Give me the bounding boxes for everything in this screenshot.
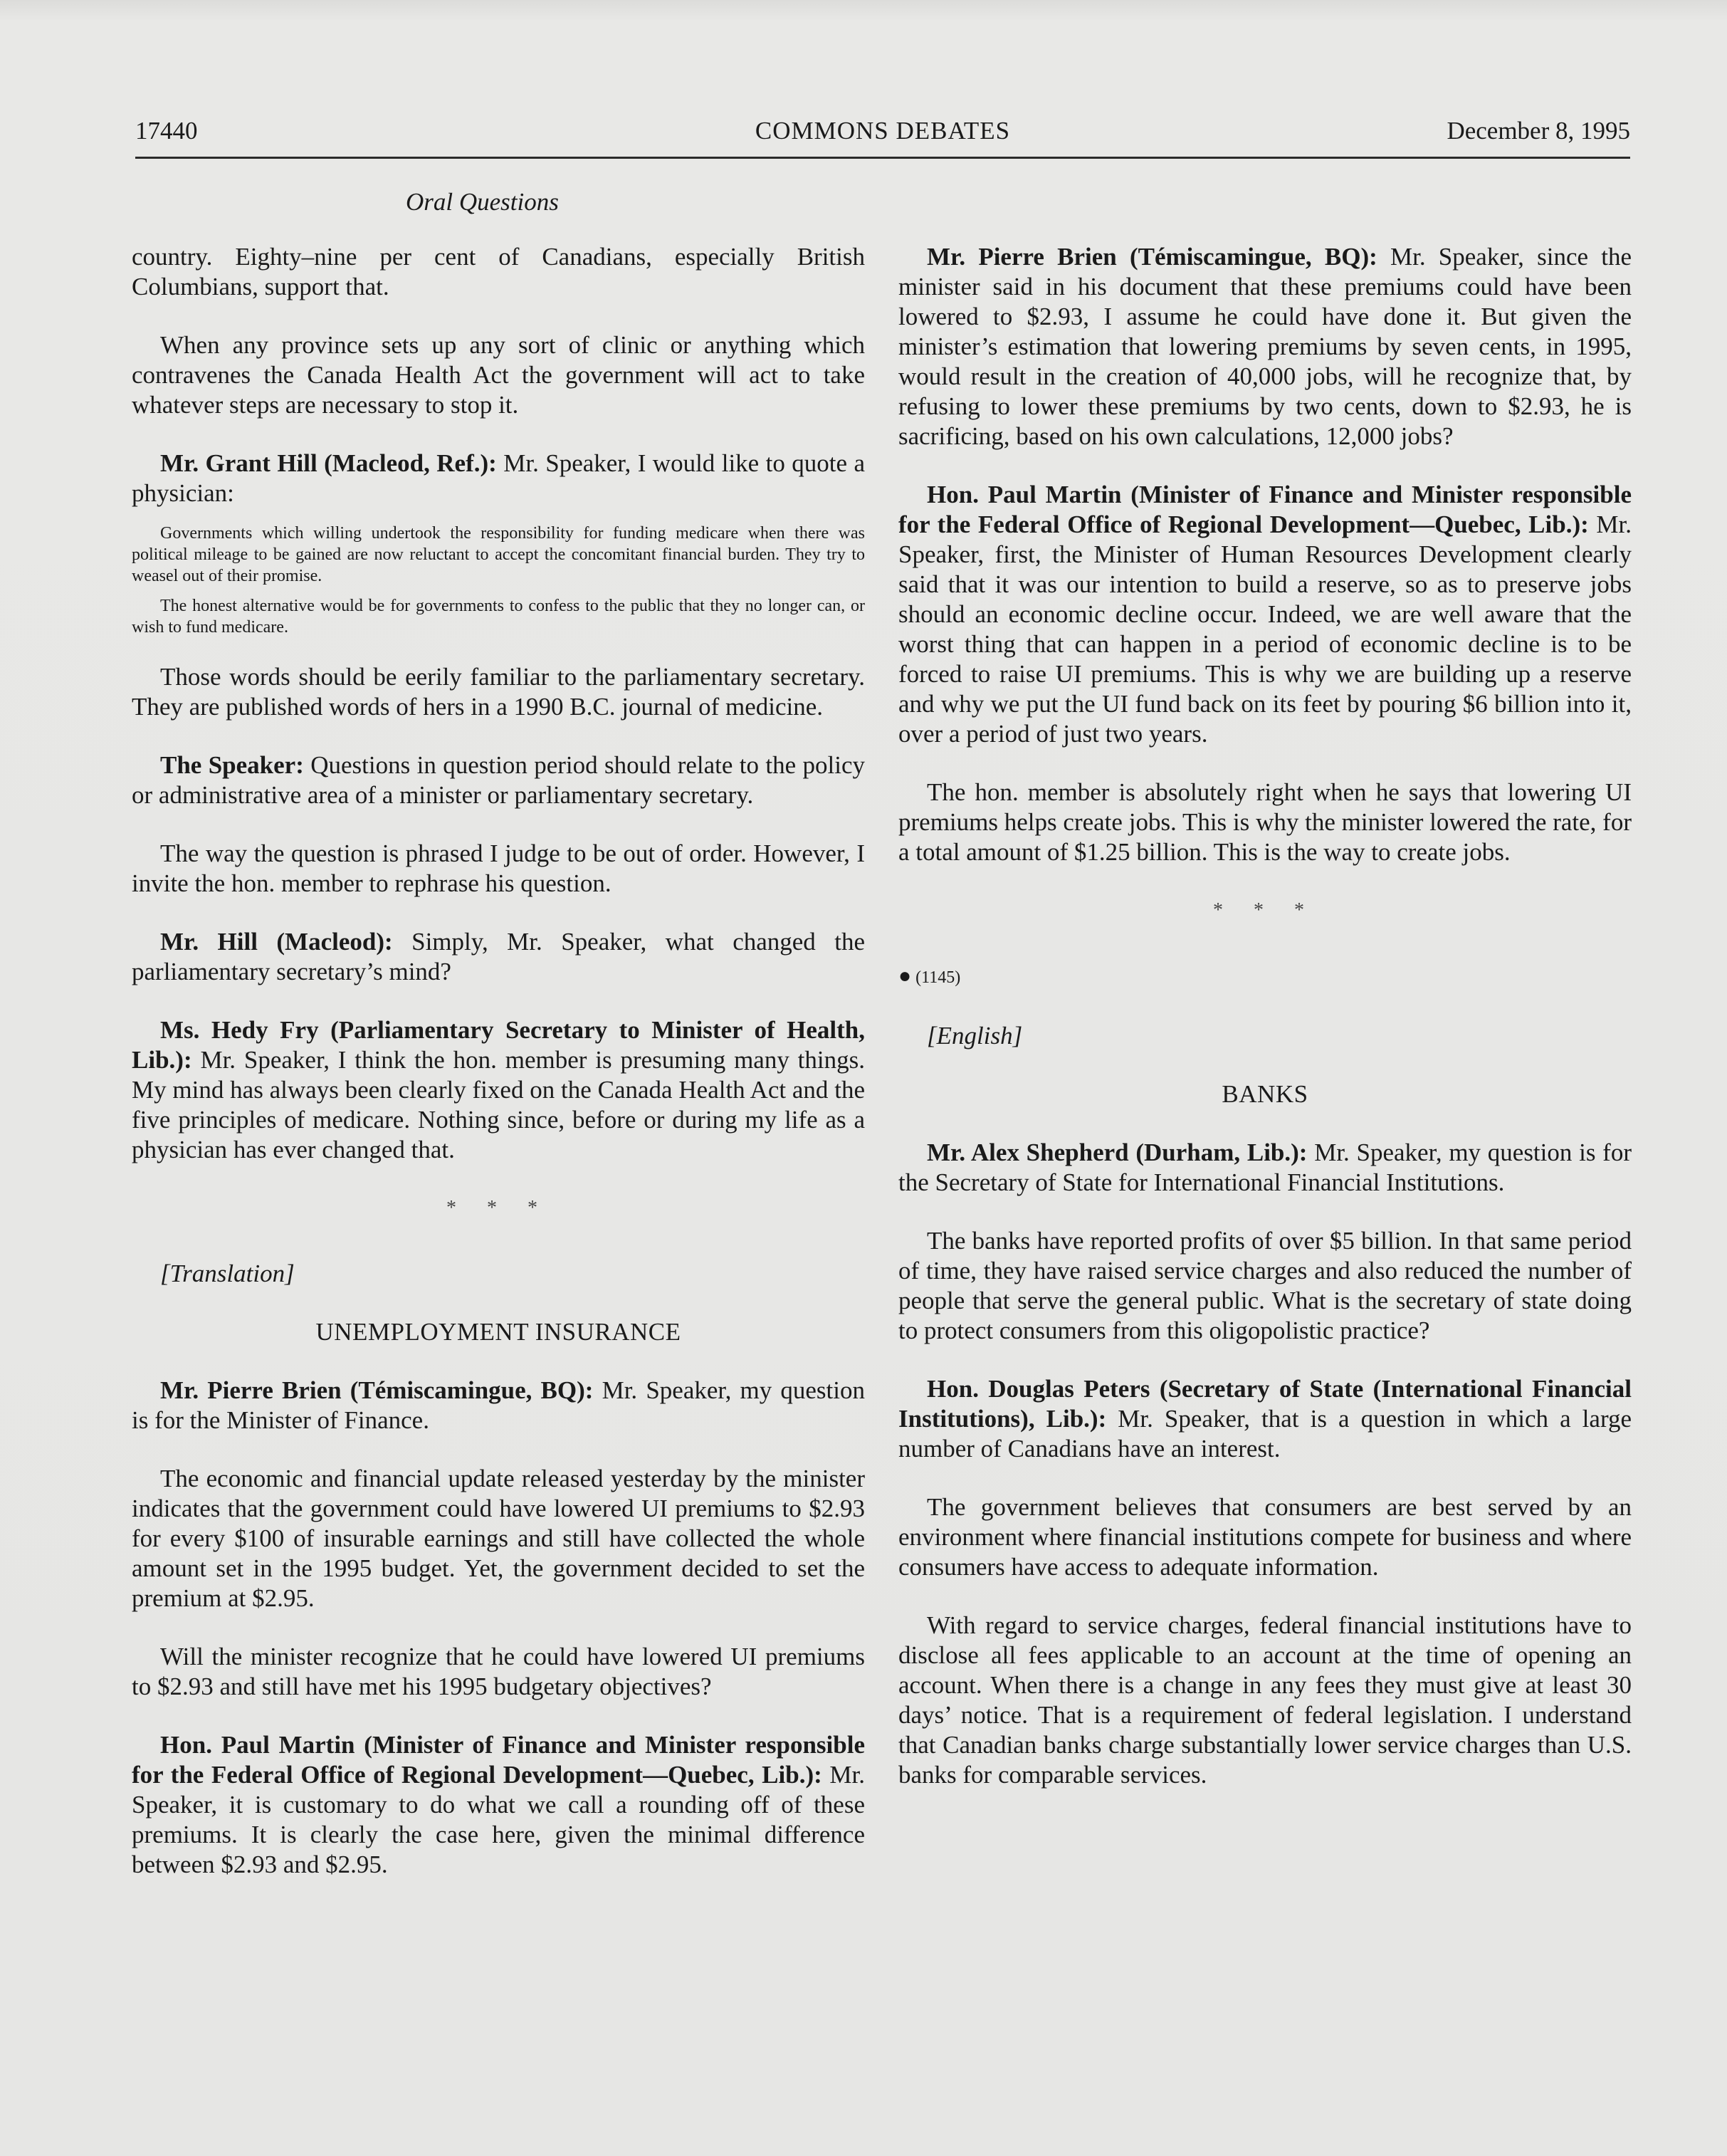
language-note: [Translation] (160, 1260, 295, 1287)
speaker-name: Ms. Hedy Fry (Parliamentary Secretary to Minister of Health, Lib.): (132, 1016, 865, 1074)
time-marker (898, 961, 1632, 993)
paragraph (898, 1374, 1632, 1464)
quote-paragraph: Governments which willing undertook the responsibility for funding medicare when there was political mileage to be gained are now reluctant to accept the concomitant financial burden. They try to weasel out of their promise. (132, 524, 865, 585)
paragraph: The economic and financial update released yesterday by the minister indicates that the government could have lowered UI premiums to $2.93 for every $100 of insurable earnings and still have collected the whole amount set in the 1995 budget. Yet, the government decided to set the premium at $2.95. (132, 1465, 865, 1612)
paragraph (898, 480, 1632, 749)
page-number: 17440 (135, 117, 198, 145)
speech-text: Mr. Speaker, my question is for the Minister of Finance. (132, 1376, 865, 1434)
section-label: Oral Questions (406, 188, 559, 216)
paragraph: The hon. member is absolutely right when he says that lowering UI premiums helps create jobs. This is why the minister lowered the rate, for a total amount of $1.25 billion. This is the way to create jobs. (898, 778, 1632, 866)
speech-text: Mr. Speaker, since the minister said in his document that these premiums could have been lowered to $2.93, I assume he could have done it. But given the minister’s estimation that lowering premiums by seven cents, in 1995, would result in the creation of 40,000 jobs, will he recognize that, by refusing to lower these premiums by two cents, down to $2.93, he is sacrificing, based on his own calculations, 12,000 jobs? (898, 243, 1632, 450)
speaker-name: Hon. Douglas Peters (Secretary of State (International Financial Institutions), Lib.): (898, 1375, 1632, 1433)
publication-date: December 8, 1995 (1447, 117, 1630, 145)
speaker-name: Mr. Hill (Macleod): (160, 928, 393, 956)
page-header (135, 117, 1630, 159)
speaker-name: Mr. Alex Shepherd (Durham, Lib.): (927, 1139, 1308, 1166)
paragraph: With regard to service charges, federal financial institutions have to disclose all fees applicable to an account at the time of opening an account. When there is a change in any fees they must give at least 30 days’ notice. That is a requirement of federal legislation. I understand that Canadian banks charge substantially lower service charges than U.S. banks for comparable services. (898, 1611, 1632, 1789)
section-heading: BANKS (1222, 1080, 1308, 1108)
speech-text: Mr. Speaker, that is a question in which a large number of Canadians have an interest. (898, 1405, 1632, 1462)
speech-text: Mr. Speaker, first, the Minister of Human Resources Development clearly said that it was our intention to build a reserve, so as to preserve jobs should an economic decline occur. Indeed, we are well aware that the worst thing that can happen in a period of economic decline is to be forced to raise UI premiums. This is why we are building up a reserve and why we put the UI fund back on its feet by pouring $6 billion into it, over a period of just two years. (898, 511, 1632, 748)
paragraph (132, 449, 865, 508)
speaker-name: Mr. Pierre Brien (Témiscamingue, BQ): (160, 1376, 594, 1404)
paragraph (898, 1138, 1632, 1198)
paragraph: The way the question is phrased I judge to be out of order. However, I invite the hon. member to rephrase his question. (132, 839, 865, 897)
paragraph (132, 1730, 865, 1880)
speaker-name: Mr. Pierre Brien (Témiscamingue, BQ): (927, 243, 1377, 271)
publication-title: COMMONS DEBATES (755, 117, 1011, 145)
paragraph (132, 1376, 865, 1435)
paragraph (132, 750, 865, 810)
right-column (898, 242, 1632, 1819)
speech-text: Mr. Speaker, I would like to quote a physician: (132, 449, 865, 507)
quote-paragraph: The honest alternative would be for governments to confess to the public that they no longer can, or wish to fund medicare. (132, 597, 865, 637)
language-note: [English] (927, 1022, 1023, 1050)
speaker-name: The Speaker: (160, 751, 304, 779)
speaker-name: Hon. Paul Martin (Minister of Finance and Minister responsible for the Federal Office of Regional Development—Quebec, Lib.): (898, 481, 1632, 538)
speech-text: Mr. Speaker, it is customary to do what we call a rounding off of these premiums. It is clearly the case here, given the minimal difference between $2.93 and $2.95. (132, 1761, 865, 1878)
paragraph (132, 927, 865, 987)
section-separator: * * * (1213, 899, 1317, 921)
section-heading: UNEMPLOYMENT INSURANCE (315, 1318, 681, 1346)
speech-text: Mr. Speaker, I think the hon. member is presuming many things. My mind has always been clearly fixed on the Canada Health Act and the five principles of medicare. Nothing since, before or during my life as a physician has ever changed that. (132, 1046, 865, 1163)
header-rule (135, 157, 1630, 159)
paragraph: The banks have reported profits of over $5 billion. In that same period of time, they have raised service charges and also reduced the number of people that serve the general public. What is the secretary of state doing to protect consumers from this oligopolistic practice? (898, 1227, 1632, 1344)
paragraph (898, 242, 1632, 451)
speaker-name: Hon. Paul Martin (Minister of Finance and Minister responsible for the Federal Office of Regional Development—Quebec, Lib.): (132, 1731, 865, 1789)
section-separator: * * * (446, 1197, 550, 1219)
left-column (132, 242, 865, 1908)
paragraph: The government believes that consumers are best served by an environment where financial institutions compete for business and where consumers have access to adequate information. (898, 1493, 1632, 1581)
paragraph: When any province sets up any sort of clinic or anything which contravenes the Canada Health Act the government will act to take whatever steps are necessary to stop it. (132, 331, 865, 419)
paragraph: Will the minister recognize that he could have lowered UI premiums to $2.93 and still have met his 1995 budgetary objectives? (132, 1643, 865, 1700)
speech-text: Simply, Mr. Speaker, what changed the parliamentary secretary’s mind? (132, 928, 865, 985)
speech-text: Mr. Speaker, my question is for the Secretary of State for International Financial Institutions. (898, 1139, 1632, 1196)
bullet-icon: ● (898, 964, 912, 988)
block-quote (132, 523, 865, 638)
paragraph: country. Eighty–nine per cent of Canadians, especially British Columbians, support that. (132, 243, 865, 300)
paragraph: Those words should be eerily familiar to the parliamentary secretary. They are published words of hers in a 1990 B.C. journal of medicine. (132, 663, 865, 721)
speech-text: Questions in question period should relate to the policy or administrative area of a minister or parliamentary secretary. (132, 751, 865, 809)
speaker-name: Mr. Grant Hill (Macleod, Ref.): (160, 449, 497, 477)
time-stamp: (1145) (915, 968, 961, 987)
paragraph (132, 1015, 865, 1165)
